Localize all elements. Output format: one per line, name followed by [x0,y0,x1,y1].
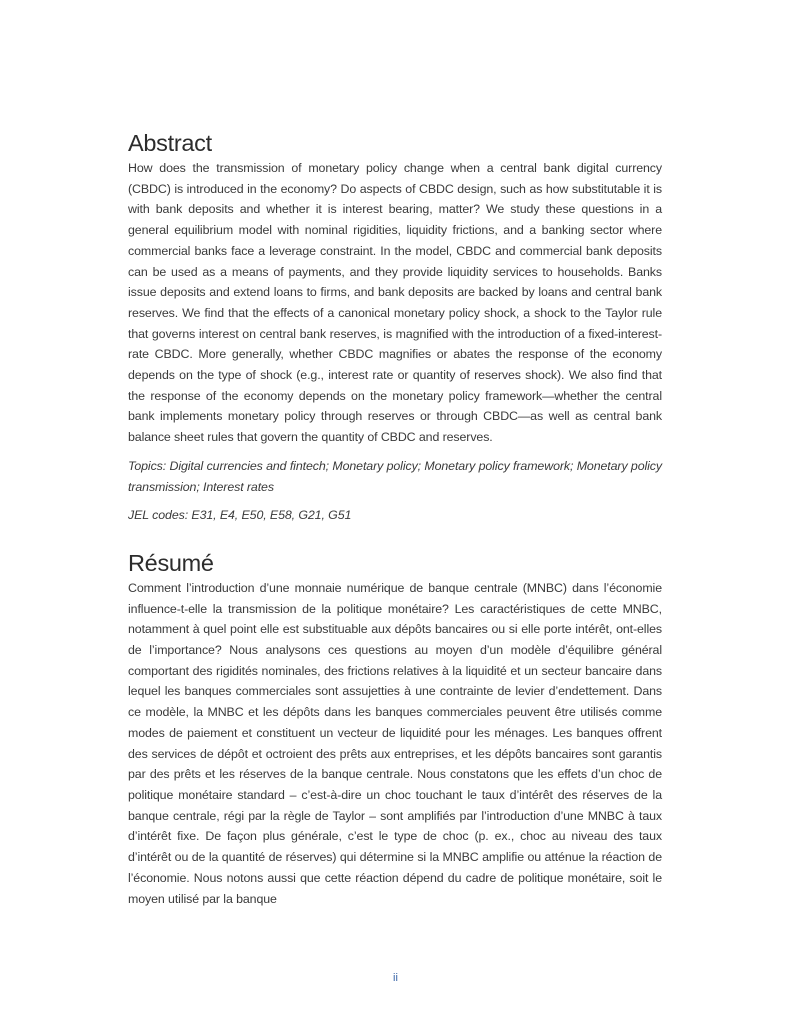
page-number: ii [393,972,398,984]
page-content [128,128,662,909]
abstract-heading: Abstract [128,130,212,156]
resume-body: Comment l’introduction d’une monnaie numérique de banque centrale (MNBC) dans l’économie influence-t-elle la transmission de la politique monétaire? Les caractéristiques de cette MNBC, notamment à quel point elle est substituable aux dépôts bancaires ou si elle porte intérêt, ont-elles de l’importance? Nous analysons ces questions au moyen d’un modèle d’équilibre général comportant des rigidités nominales, des frictions relatives à la liquidité et un secteur bancaire dans lequel les banques commerciales sont assujetties à une contrainte de levier d’endettement. Dans ce modèle, la MNBC et les dépôts dans les banques commerciales peuvent être utilisés comme modes de paiement et constituent un vecteur de liquidité pour les ménages. Les banques offrent des services de dépôt et octroient des prêts aux entreprises, et les dépôts bancaires sont garantis par des prêts et les réserves de la banque centrale. Nous constatons que les effets d’un choc de politique monétaire standard – c’est-à-dire un choc touchant le taux d’intérêt des réserves de la banque centrale, régi par la règle de Taylor – sont amplifiés par l’introduction d’une MNBC à taux d’intérêt fixe. De façon plus générale, c’est le type de choc (p. ex., choc au niveau des taux d’intérêt ou de la quantité de réserves) qui détermine si la MNBC amplifie ou atténue la réaction de l’économie. Nous notons aussi que cette réaction dépend du cadre de politique monétaire, soit le moyen utilisé par la banque [128,580,662,906]
resume-section [128,548,662,909]
abstract-jel-codes: JEL codes: E31, E4, E50, E58, G21, G51 [128,508,352,523]
abstract-section [128,128,662,526]
abstract-body: How does the transmission of monetary policy change when a central bank digital currency (CBDC) is introduced in the economy? Do aspects of CBDC design, such as how substitutable it is with bank deposits and whether it is interest bearing, matter? We study these questions in a general equilibrium model with nominal rigidities, liquidity frictions, and a banking sector where commercial banks face a leverage constraint. In the model, CBDC and commercial bank deposits can be used as a means of payments, and they provide liquidity services to households. Banks issue deposits and extend loans to firms, and bank deposits are backed by loans and central bank reserves. We find that the effects of a canonical monetary policy shock, a shock to the Taylor rule that governs interest on central bank reserves, is magnified with the introduction of a fixed-interest-rate CBDC. More generally, whether CBDC magnifies or abates the response of the economy depends on the type of shock (e.g., interest rate or quantity of reserves shock). We also find that the response of the economy depends on the monetary policy framework—whether the central bank implements monetary policy through reserves or through CBDC—as well as central bank balance sheet rules that govern the quantity of CBDC and reserves. [128,161,662,445]
resume-heading: Résumé [128,549,214,576]
abstract-topics: Topics: Digital currencies and fintech; Monetary policy; Monetary policy framework; Monetary policy transmission; Interest rates [128,458,662,494]
